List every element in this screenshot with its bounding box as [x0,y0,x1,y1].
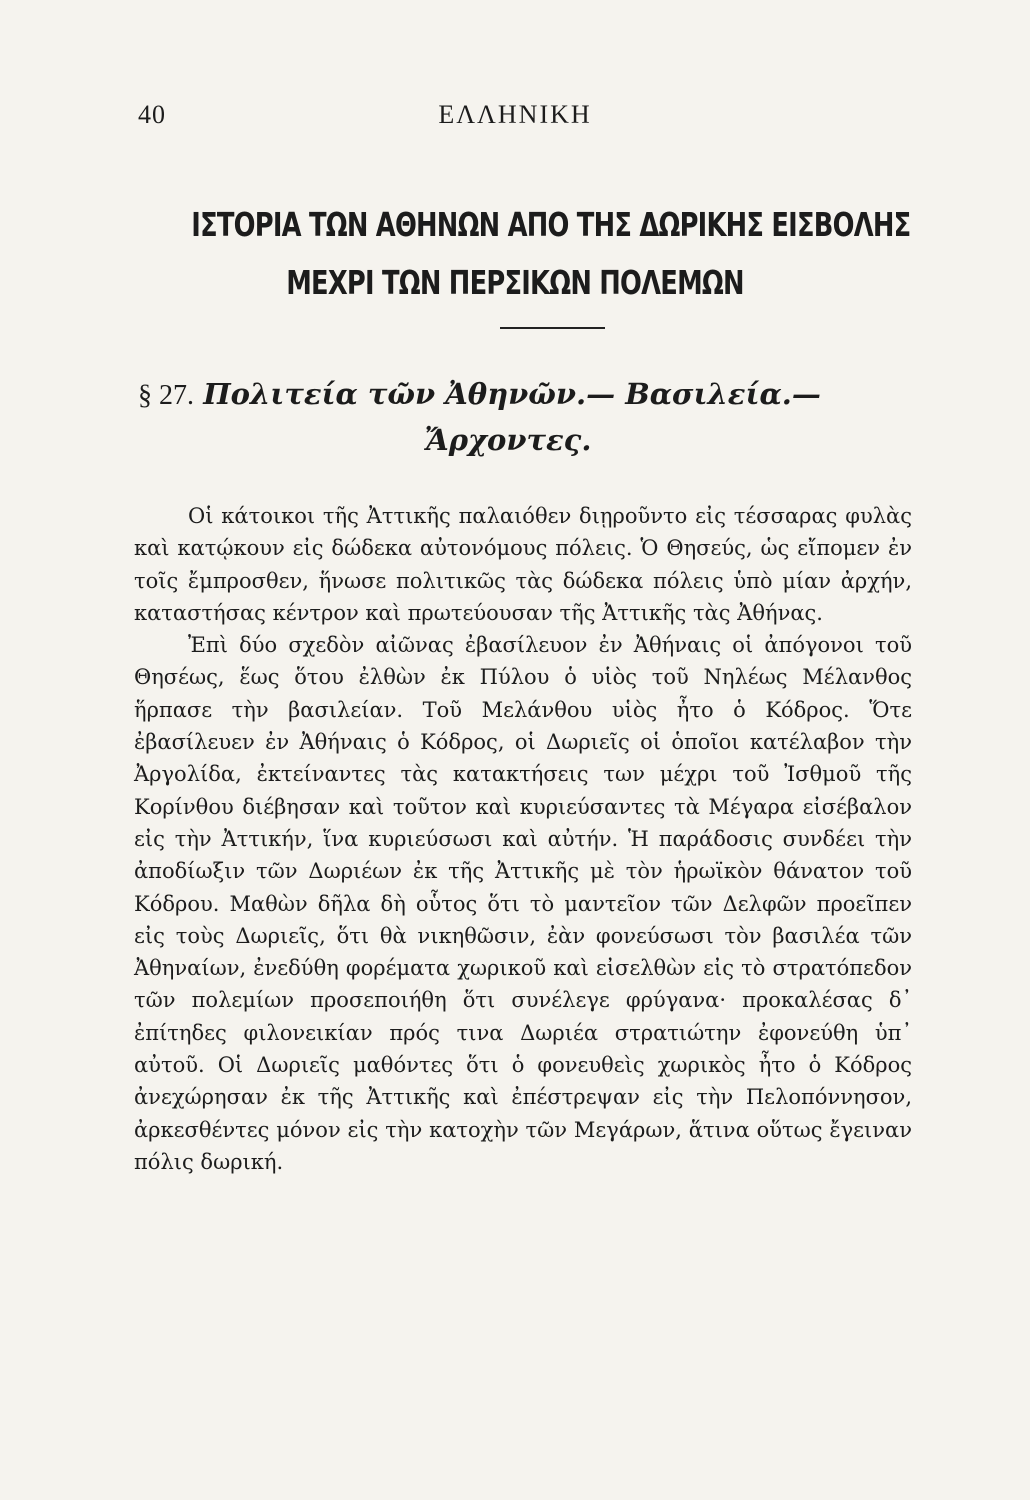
section-heading [138,372,918,462]
chapter-title [191,196,911,312]
chapter-title-line-1: ΙΣΤΟΡΙΑ ΤΩΝ ΑΘΗΝΩΝ ΑΠΟ ΤΗΣ ΔΩΡΙΚΗΣ ΕΙΣΒΟΛΗΣ [191,205,911,244]
page-number: 40 [138,100,166,129]
section-heading-line-2: Ἄρχοντες. [424,423,592,457]
title-divider [500,327,605,329]
paragraph-1: Οἱ κάτοικοι τῆς Ἀττικῆς παλαιόθεν διῃροῦντο εἰς τέσσαρας φυλὰς καὶ κατῴκουν εἰς δώδεκα αὐτονόμους πόλεις. Ὁ Θησεύς, ὡς εἴπομεν ἐν τοῖς ἔμπροσθεν, ἥνωσε πολιτικῶς τὰς δώδεκα πόλεις ὑπὸ μίαν ἀρχήν, καταστήσας κέντρον καὶ πρωτεύουσαν τῆς Ἀττικῆς τὰς Ἀθήνας. [134,504,912,625]
chapter-title-line-2: ΜΕΧΡΙ ΤΩΝ ΠΕΡΣΙΚΩΝ ΠΟΛΕΜΩΝ [286,263,744,302]
section-heading-line-1: Πολιτεία τῶν Ἀθηνῶν.— Βασιλεία.— [203,377,821,411]
paragraph-2: Ἐπὶ δύο σχεδὸν αἰῶνας ἐβασίλευον ἐν Ἀθήναις οἱ ἀπόγονοι τοῦ Θησέως, ἕως ὅτου ἐλθὼν ἐκ Πύλου ὁ υἱὸς τοῦ Νηλέως Μέλανθος ἥρπασε τὴν βασιλείαν. Τοῦ Μελάνθου υἱὸς ἦτο ὁ Κόδρος. Ὅτε ἐβασίλευεν ἐν Ἀθήναις ὁ Κόδρος, οἱ Δωριεῖς οἱ ὁποῖοι κατέλαβον τὴν Ἀργολίδα, ἐκτείναντες τὰς κατακτήσεις των μέχρι τοῦ Ἰσθμοῦ τῆς Κορίνθου διέβησαν καὶ τοῦτον καὶ κυριεύσαντες τὰ Μέγαρα εἰσέβαλον εἰς τὴν Ἀττικήν, ἵνα κυριεύσωσι καὶ αὐτήν. Ἡ παράδοσις συνδέει τὴν ἀποδίωξιν τῶν Δωριέων ἐκ τῆς Ἀττικῆς μὲ τὸν ἡρωϊκὸν θάνατον τοῦ Κόδρου. Μαθὼν δῆλα δὴ οὗτος ὅτι τὸ μαντεῖον τῶν Δελφῶν προεῖπεν εἰς τοὺς Δωριεῖς, ὅτι θὰ νικηθῶσιν, ἐὰν φονεύσωσι τὸν βασιλέα τῶν Ἀθηναίων, ἐνεδύθη φορέματα χωρικοῦ καὶ εἰσελθὼν εἰς τὸ στρατόπεδον τῶν πολεμίων προσεποιήθη ὅτι συνέλεγε φρύγανα· προκαλέσας δ᾽ ἐπίτηδες φιλονεικίαν πρός τινα Δωριέα στρατιώτην ἐφονεύθη ὑπ᾽ αὐτοῦ. Οἱ Δωριεῖς μαθόντες ὅτι ὁ φονευθεὶς χωρικὸς ἦτο ὁ Κόδρος ἀνεχώρησαν ἐκ τῆς Ἀττικῆς καὶ ἐπέστρεψαν εἰς τὴν Πελοπόννησον, ἀρκεσθέντες μόνον εἰς τὴν κατοχὴν τῶν Μεγάρων, ἅτινα οὕτως ἔγειναν πόλις δωρική. [134,633,912,1174]
running-head: ΕΛΛΗΝΙΚΗ [438,100,592,129]
body-text [134,500,912,1178]
section-number: § 27. [138,380,194,411]
